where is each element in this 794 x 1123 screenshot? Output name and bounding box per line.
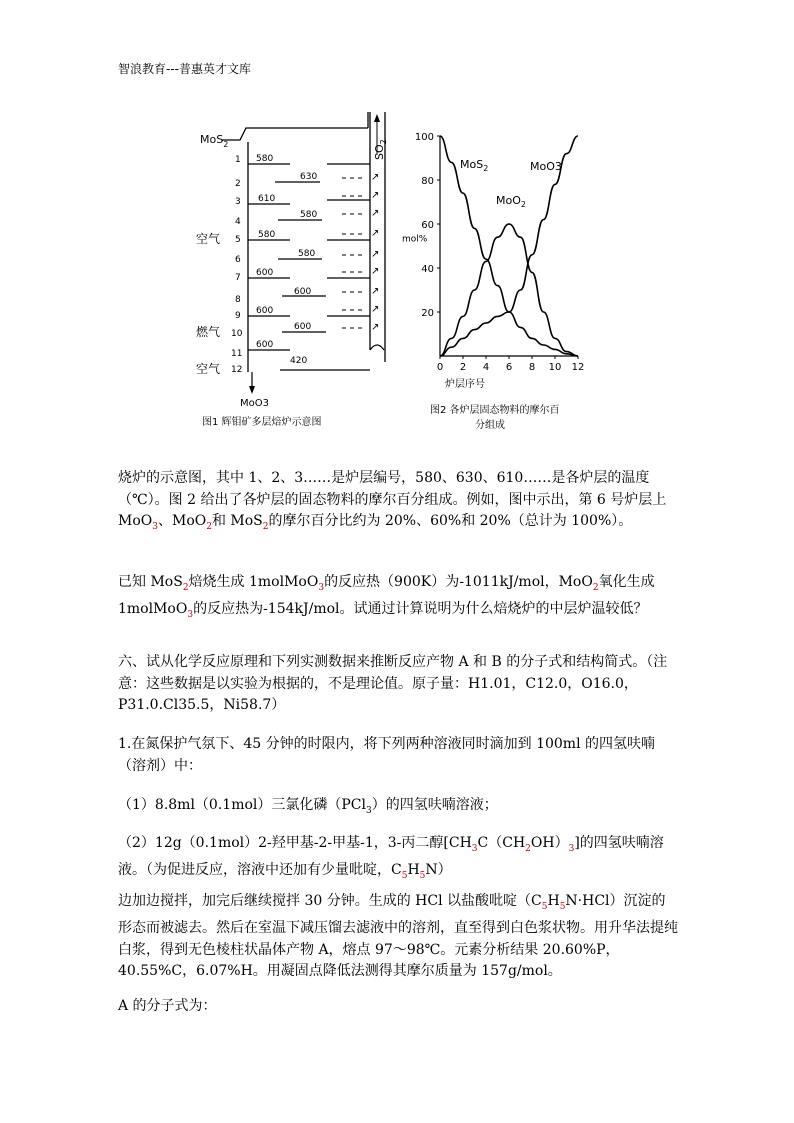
svg-text:580: 580	[258, 230, 276, 240]
x-tick-label: 2	[459, 362, 467, 373]
x-tick-label: 10	[548, 362, 562, 373]
svg-text:↗: ↗	[371, 322, 380, 333]
x-tick-label: 0	[436, 362, 444, 373]
svg-text:↗: ↗	[371, 228, 380, 239]
y-tick-label: 80	[421, 176, 434, 187]
y-axis-label: mol%	[402, 234, 428, 245]
svg-text:600: 600	[256, 306, 274, 316]
svg-text:6: 6	[235, 255, 241, 265]
paragraph-3: 六、试从化学反应原理和下列实测数据来推断反应产物 A 和 B 的分子式和结构简式。（注意：这些数据是以实验为根据的，不是理论值。原子量：H1.01，C12.0，O16.0，P31.0.Cl35.5，Ni58.7）	[118, 654, 668, 713]
paragraph-1: 烧炉的示意图，其中 1、2、3……是炉层编号，580、630、610……是各炉层的温度（℃）。图 2 给出了各炉层的固态物料的摩尔百分组成。例如，图中示出，第 6 号炉层上 MoO$_3$、MoO$_2$和 MoS$_2$的摩尔百分比约为 20%、60%和 20%（总计为 100%）。	[118, 470, 667, 532]
y-tick-label: 20	[421, 308, 434, 319]
svg-text:630: 630	[300, 172, 318, 182]
paragraph-8: A 的分子式为：	[118, 998, 217, 1014]
x-tick-label: 8	[528, 362, 536, 373]
page-header: 智浪教育---普惠英才文库	[118, 62, 251, 76]
air-inlet-label-2: 空气	[196, 362, 221, 376]
furnace-diagram	[190, 100, 430, 430]
svg-text:10: 10	[231, 329, 243, 339]
paragraph-6: （2）12g（0.1mol）2-羟甲基-2-甲基-1，3-丙二醇$[CH_3C(CH_2OH)_3]$的四氢呋喃溶液。（为促进反应，溶液中还加有少量吡啶，$C_5H_5N$）	[118, 835, 664, 882]
paragraph-4: 1.在氮保护气氛下、45 分钟的时限内，将下列两种溶液同时滴加到 100ml 的四氢呋喃（溶剂）中：	[118, 736, 655, 774]
svg-text:↗: ↗	[371, 172, 380, 183]
svg-text:7: 7	[235, 273, 241, 283]
series-label: MoO$_2$	[496, 194, 526, 209]
gas-arrows	[371, 172, 379, 333]
x-axis-label: 炉层序号	[445, 379, 485, 390]
svg-text:4: 4	[235, 217, 241, 227]
series-line-moo2	[440, 224, 578, 356]
svg-text:580: 580	[256, 154, 274, 164]
svg-text:600: 600	[294, 287, 312, 297]
svg-text:↗: ↗	[371, 249, 380, 260]
paragraph-2: 已知 MoS$_2$焙烧生成 1molMoO$_3$的反应热（900K）为-1011kJ/mol，MoO$_2$氧化生成 1molMoO$_3$的反应热为-154kJ/mol。试通过计算说明为什么焙烧炉的中层炉温较低？	[118, 574, 655, 621]
fig2-caption-line1: 图2 各炉层固态物料的摩尔百	[430, 405, 560, 416]
svg-text:600: 600	[294, 322, 312, 332]
series-label: MoO3	[530, 160, 562, 173]
y-tick-label: 100	[414, 132, 434, 143]
svg-text:610: 610	[258, 194, 276, 204]
x-tick-label: 6	[505, 362, 513, 373]
svg-text:↗: ↗	[371, 304, 380, 315]
svg-text:↗: ↗	[371, 266, 380, 277]
svg-text:↗: ↗	[371, 286, 380, 297]
composition-chart	[400, 100, 600, 430]
y-tick-label: 40	[421, 264, 434, 275]
x-tick-label: 4	[482, 362, 490, 373]
svg-text:3: 3	[235, 197, 241, 207]
fuel-inlet-label: 燃气	[196, 325, 221, 339]
svg-text:5: 5	[235, 235, 241, 245]
svg-text:↗: ↗	[371, 190, 380, 201]
so2-label: $SO_2$	[373, 139, 388, 160]
series-label: MoS$_2$	[460, 158, 489, 173]
feed-label: MoS$_2$	[200, 133, 229, 149]
svg-text:600: 600	[256, 268, 274, 278]
svg-text:11: 11	[231, 349, 243, 359]
svg-text:↗: ↗	[371, 208, 380, 219]
svg-text:2: 2	[235, 179, 241, 189]
layer-temperatures	[256, 154, 317, 366]
y-tick-label: 60	[421, 220, 434, 231]
layer-numbers	[231, 155, 243, 375]
x-tick-label: 12	[571, 362, 585, 373]
svg-text:420: 420	[290, 356, 308, 366]
svg-text:580: 580	[298, 249, 316, 259]
svg-text:580: 580	[300, 210, 318, 220]
svg-text:12: 12	[231, 365, 243, 375]
svg-text:9: 9	[235, 311, 241, 321]
air-inlet-label: 空气	[196, 232, 221, 246]
product-label: MoO3	[240, 398, 269, 409]
svg-text:600: 600	[256, 340, 274, 350]
fig1-caption: 图1 辉钼矿多层焙炉示意图	[202, 417, 322, 428]
paragraph-7: 边加边搅拌，加完后继续搅拌 30 分钟。生成的 HCl 以盐酸吡啶$(C_5H_5N\cdot HCl)$沉淀的形态而被滤去。然后在室温下减压馏去滤液中的溶剂，直至得到白色浆状物。用升华法提纯白浆，得到无色棱柱状晶体产物 A，熔点 97～98℃。元素分析结果 20.60%P，40.55%C，6.07%H。用凝固点降低法测得其摩尔质量为 157g/mol。	[118, 893, 678, 980]
svg-text:8: 8	[235, 295, 241, 305]
fig2-caption-line2: 分组成	[475, 420, 505, 430]
svg-text:1: 1	[235, 155, 241, 165]
paragraph-5: （1）8.8ml（0.1mol）三氯化磷（PCl$_3$）的四氢呋喃溶液；	[118, 797, 498, 816]
